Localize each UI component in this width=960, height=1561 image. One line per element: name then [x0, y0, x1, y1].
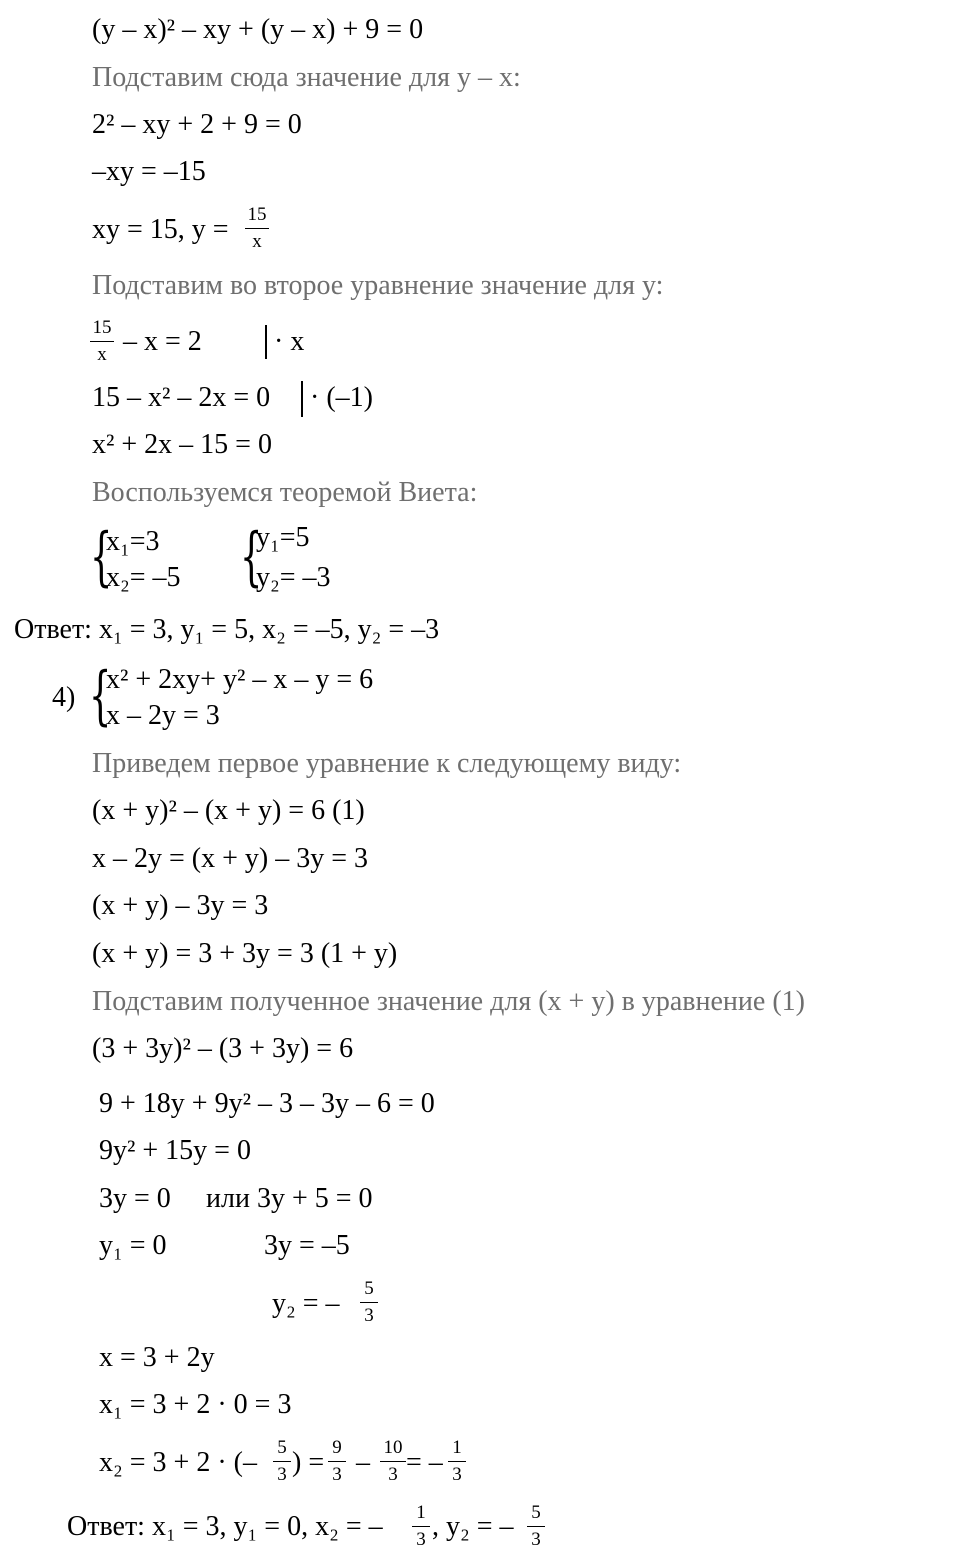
multiplier-bar: [265, 325, 267, 359]
equation-line: 2² – xy + 2 + 9 = 0: [92, 109, 302, 140]
equation-line: (x + y) – 3y = 3: [92, 890, 269, 921]
equation-line: 9 + 18y + 9y² – 3 – 3y – 6 = 0: [99, 1088, 435, 1119]
fraction: [360, 1279, 378, 1325]
fraction: [245, 205, 269, 251]
system-brace: {: [240, 520, 263, 594]
equation-line: x = 3 + 2y: [99, 1342, 215, 1373]
fraction-denominator: 3: [277, 1464, 287, 1486]
system-equation: x² + 2xy+ y² – x – y = 6: [106, 664, 374, 695]
equation-line: 9y² + 15y = 0: [99, 1135, 251, 1166]
equation-line: или 3y + 5 = 0: [206, 1183, 373, 1214]
multiplier-bar: [301, 381, 303, 417]
fraction-denominator: x: [252, 231, 262, 253]
fraction-denominator: 3: [452, 1464, 462, 1486]
fraction-numerator: 5: [364, 1278, 374, 1299]
fraction-numerator: 1: [416, 1502, 426, 1523]
explanation-note: Приведем первое уравнение к следующему виду:: [92, 748, 682, 779]
equation-line: (x + y) = 3 + 3y = 3 (1 + y): [92, 938, 398, 969]
system-brace: {: [90, 520, 113, 594]
equation-line: –: [356, 1447, 370, 1478]
fraction-denominator: 3: [364, 1305, 374, 1327]
fraction-numerator: 1: [452, 1437, 462, 1458]
equation-line: (x + y)² – (x + y) = 6 (1): [92, 795, 365, 826]
equation-line: x – 2y = (x + y) – 3y = 3: [92, 843, 369, 874]
equation-line: ) =: [292, 1447, 325, 1478]
explanation-note: Подставим сюда значение для y – x:: [92, 62, 521, 93]
root-line: x₁=3: [106, 526, 160, 557]
explanation-note: Подставим во второе уравнение значение для у:: [92, 270, 664, 301]
system-equation: x – 2y = 3: [106, 700, 220, 731]
explanation-note: Подставим полученное значение для (x + y) в уравнение (1): [92, 986, 805, 1017]
fraction: [412, 1503, 430, 1549]
equation-line: = –: [406, 1447, 443, 1478]
fraction: [273, 1438, 291, 1484]
fraction: [380, 1438, 406, 1484]
fraction-rule: [527, 1526, 545, 1527]
system-brace: {: [89, 659, 112, 733]
fraction-numerator: 10: [383, 1437, 403, 1458]
fraction-rule: [245, 228, 269, 229]
fraction-rule: [448, 1461, 466, 1462]
fraction-numerator: 15: [92, 317, 112, 338]
fraction-numerator: 15: [247, 204, 267, 225]
equation-line: (3 + 3y)² – (3 + 3y) = 6: [92, 1033, 354, 1064]
equation-line: –xy = –15: [92, 156, 206, 187]
answer-line: , y₂ = –: [432, 1511, 514, 1542]
equation-line: x₁ = 3 + 2 · 0 = 3: [99, 1389, 292, 1420]
fraction-denominator: 3: [332, 1464, 342, 1486]
equation-line: (y – x)² – xy + (y – x) + 9 = 0: [92, 14, 424, 45]
equation-line: 3y = 0: [99, 1183, 171, 1214]
fraction-denominator: 3: [388, 1464, 398, 1486]
fraction: [448, 1438, 466, 1484]
problem-number: 4): [52, 682, 76, 713]
fraction-rule: [380, 1461, 406, 1462]
fraction-denominator: x: [97, 344, 107, 366]
fraction-rule: [273, 1461, 291, 1462]
fraction-rule: [360, 1302, 378, 1303]
fraction: [328, 1438, 346, 1484]
answer-line: Ответ: x₁ = 3, y₁ = 5, x₂ = –5, y₂ = –3: [14, 614, 440, 645]
equation-line: x² + 2x – 15 = 0: [92, 429, 272, 460]
fraction-rule: [90, 341, 114, 342]
equation-line: y₁ = 0: [99, 1230, 167, 1261]
root-line: y₁=5: [256, 522, 310, 553]
equation-line: 15 – x² – 2x = 0: [92, 382, 271, 413]
equation-line: y₂ = –: [272, 1288, 340, 1319]
root-line: x₂= –5: [106, 562, 181, 593]
fraction-denominator: 3: [531, 1529, 541, 1551]
equation-line: xy = 15, y =: [92, 214, 229, 245]
multiplier: · (–1): [310, 382, 373, 413]
fraction-numerator: 5: [531, 1502, 541, 1523]
answer-line: Ответ: x₁ = 3, y₁ = 0, x₂ = –: [67, 1511, 383, 1542]
root-line: y₂= –3: [256, 562, 331, 593]
fraction-numerator: 5: [277, 1437, 287, 1458]
fraction: [90, 318, 114, 364]
explanation-note: Воспользуемся теоремой Виета:: [92, 477, 478, 508]
equation-line: – x = 2: [123, 326, 202, 357]
equation-line: 3y = –5: [264, 1230, 350, 1261]
fraction-denominator: 3: [416, 1529, 426, 1551]
fraction-rule: [412, 1526, 430, 1527]
fraction-rule: [328, 1461, 346, 1462]
fraction-numerator: 9: [332, 1437, 342, 1458]
multiplier: · x: [274, 326, 305, 357]
fraction: [527, 1503, 545, 1549]
equation-line: x₂ = 3 + 2 · (–: [99, 1447, 257, 1478]
